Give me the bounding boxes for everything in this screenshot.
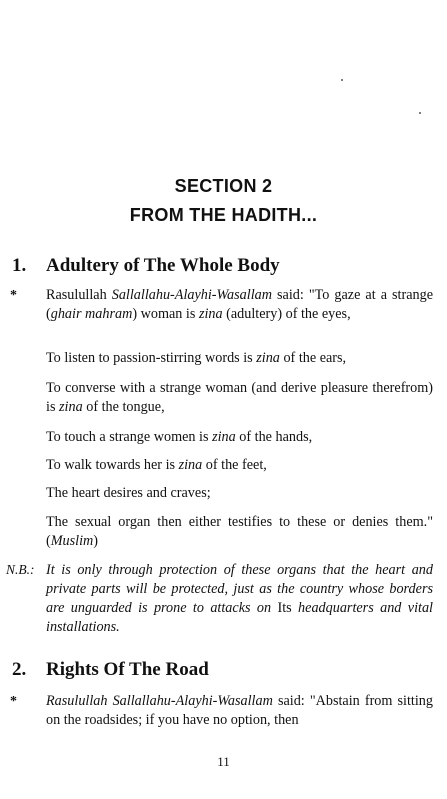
section-title: SECTION 2 (174, 176, 273, 196)
hadith-1-paragraph-1: Rasulullah Sallallahu-Alayhi-Wasallam said: "To gaze at a strange (ghair mahram) woman is zina (adultery) of the eyes, (46, 287, 433, 322)
hadith-1-paragraph-3: To converse with a strange woman (and derive pleasure therefrom) is zina of the tongue, (46, 380, 433, 415)
bullet-marker: * (10, 288, 17, 303)
print-speck (341, 79, 343, 81)
hadith-1-paragraph-6: The heart desires and craves; (46, 485, 211, 501)
heading-title: Rights Of The Road (46, 659, 209, 680)
bullet-marker: * (10, 694, 17, 709)
hadith-1-paragraph-4: To touch a strange women is zina of the hands, (46, 429, 313, 445)
heading-1 (12, 255, 280, 277)
hadith-1-paragraph-2: To listen to passion-stirring words is zina of the ears, (46, 350, 347, 366)
heading-number: 2. (12, 659, 27, 680)
hadith-1-paragraph-7: The sexual organ then either testifies to these or denies them." (Muslim) (46, 514, 433, 549)
heading-number: 1. (12, 255, 27, 276)
note-label: N.B.: (6, 562, 35, 577)
note-text: It is only through protection of these organs that the heart and private parts will be protected, just as the country whose borders are unguarded is prone to attacks on Its headquarters and vital installations. (46, 562, 433, 635)
section-subtitle: FROM THE HADITH... (129, 205, 318, 225)
heading-title: Adultery of The Whole Body (46, 255, 280, 276)
hadith-1-paragraph-5: To walk towards her is zina of the feet, (46, 457, 267, 473)
page-number: 11 (217, 754, 230, 769)
hadith-2-paragraph-1: Rasulullah Sallallahu-Alayhi-Wasallam said: "Abstain from sitting on the roadsides; if you have no option, then (46, 693, 433, 728)
heading-2 (12, 659, 209, 681)
print-speck (419, 112, 421, 114)
